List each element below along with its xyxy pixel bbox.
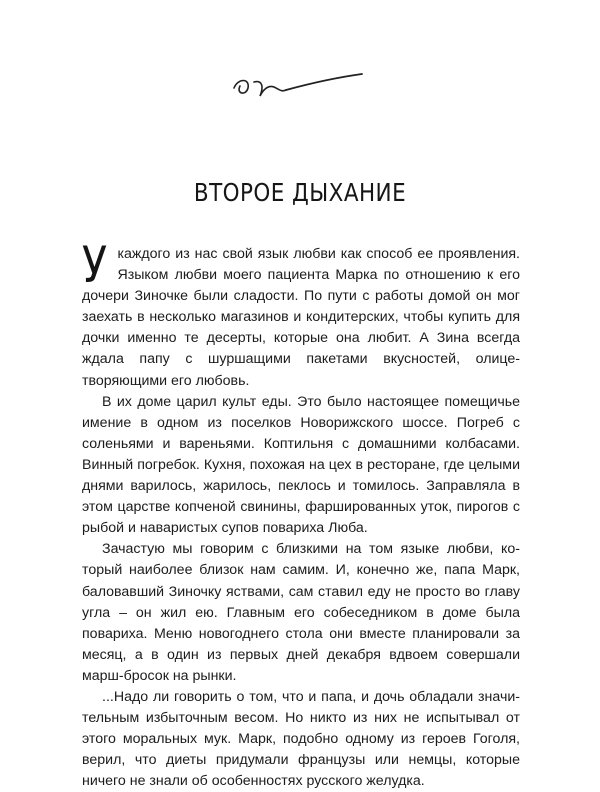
drop-cap: У — [82, 236, 107, 294]
paragraph — [82, 392, 520, 540]
paragraph — [82, 236, 520, 392]
paragraph-text: каждого из нас свой язык любви как способ ее проявления. Языком любви моего пациента Марка по отношению к его дочери Зиночке были сладости. По пути с работы домой он мог заехать в несколько магазинов и кондитерских, чтобы купить для дочки именно те десерты, которые она любит. А Зина всегда ждала папу с шуршащими пакетами вкусностей, олицетворяющими его любовь. — [82, 246, 520, 389]
chapter-body — [82, 236, 520, 792]
paragraph-text: Зачастую мы говорим с близкими на том языке любви, который наиболее близок нам самим. И, конечно же, папа Марк, баловавший Зиночку яствами, сам ставил еду не просто во главу угла – он жил ею. Главным его собеседником в доме была повариха. Меню новогоднего стола они вместе планировали за месяц, а в один из первых дней декабря вдвоем совершали марш-бросок на рынки. — [82, 541, 520, 684]
paragraph-text: ...Надо ли говорить о том, что и папа, и дочь обладали значительным избыточным весом. Но никто из них не испытывал от этого моральных мук. Марк, подобно одному из героев Гоголя, верил, что диеты придумали французы или немцы, которые ничего не знали об особенностях русского желудка. — [82, 688, 520, 790]
flourish-ornament — [228, 66, 368, 106]
paragraph — [82, 687, 520, 792]
paragraph-text: В их доме царил культ еды. Это было настоящее помещичье имение в одном из поселков Новорижского шоссе. Погреб с соленьями и вареньями. Коптильня с домашними колбасами. Винный погребок. Кухня, похожая на цех в ресторане, где целыми днями варилось, жарилось, пеклось и томилось. Заправляла в этом царстве копченой свинины, фаршированных уток, пирогов с рыбой и наваристых супов повариха Люба. — [82, 393, 520, 537]
paragraph — [82, 539, 520, 687]
chapter-title: ВТОРОЕ ДЫХАНИЕ — [193, 178, 407, 207]
